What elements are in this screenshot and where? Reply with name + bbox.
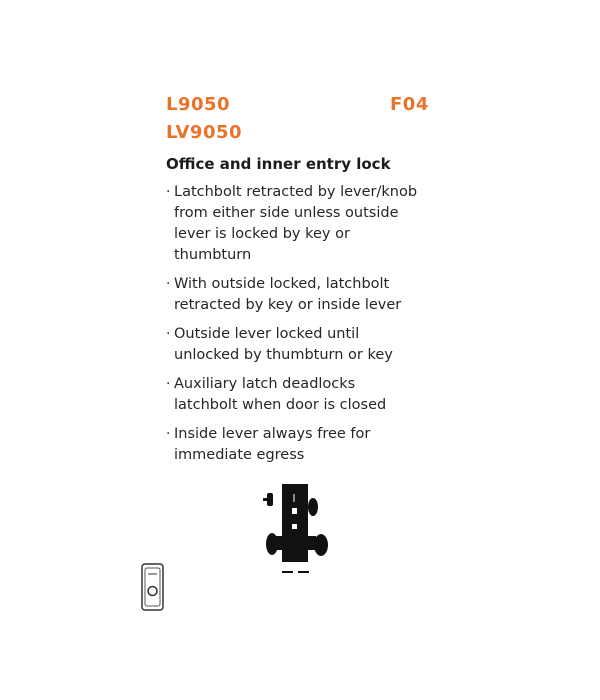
- feature-item: [166, 274, 426, 316]
- mortise-lock-diagram-icon: [258, 482, 338, 582]
- bullet: ·: [166, 376, 171, 392]
- feature-text: Auxiliary latch deadlocks latchbolt when door is closed: [174, 376, 387, 413]
- model-number-primary: L9050: [166, 94, 231, 115]
- feature-item: [166, 182, 426, 266]
- feature-text: Outside lever locked until unlocked by thumbturn or key: [174, 326, 393, 363]
- feature-text: Latchbolt retracted by lever/knob from either side unless outside lever is locked by key or thumbturn: [174, 184, 418, 263]
- feature-list: [166, 182, 426, 474]
- function-code: F04: [390, 94, 429, 115]
- function-title: Office and inner entry lock: [166, 155, 391, 173]
- bullet: ·: [166, 326, 171, 342]
- door-lock-icon: [140, 562, 166, 612]
- bullet: ·: [166, 276, 171, 292]
- feature-item: [166, 324, 426, 366]
- feature-text: With outside locked, latchbolt retracted by key or inside lever: [174, 276, 402, 313]
- feature-item: [166, 374, 426, 416]
- model-number-secondary: LV9050: [166, 122, 243, 143]
- bullet: ·: [166, 426, 171, 442]
- feature-item: [166, 424, 426, 466]
- feature-text: Inside lever always free for immediate egress: [174, 426, 371, 463]
- bullet: ·: [166, 184, 171, 200]
